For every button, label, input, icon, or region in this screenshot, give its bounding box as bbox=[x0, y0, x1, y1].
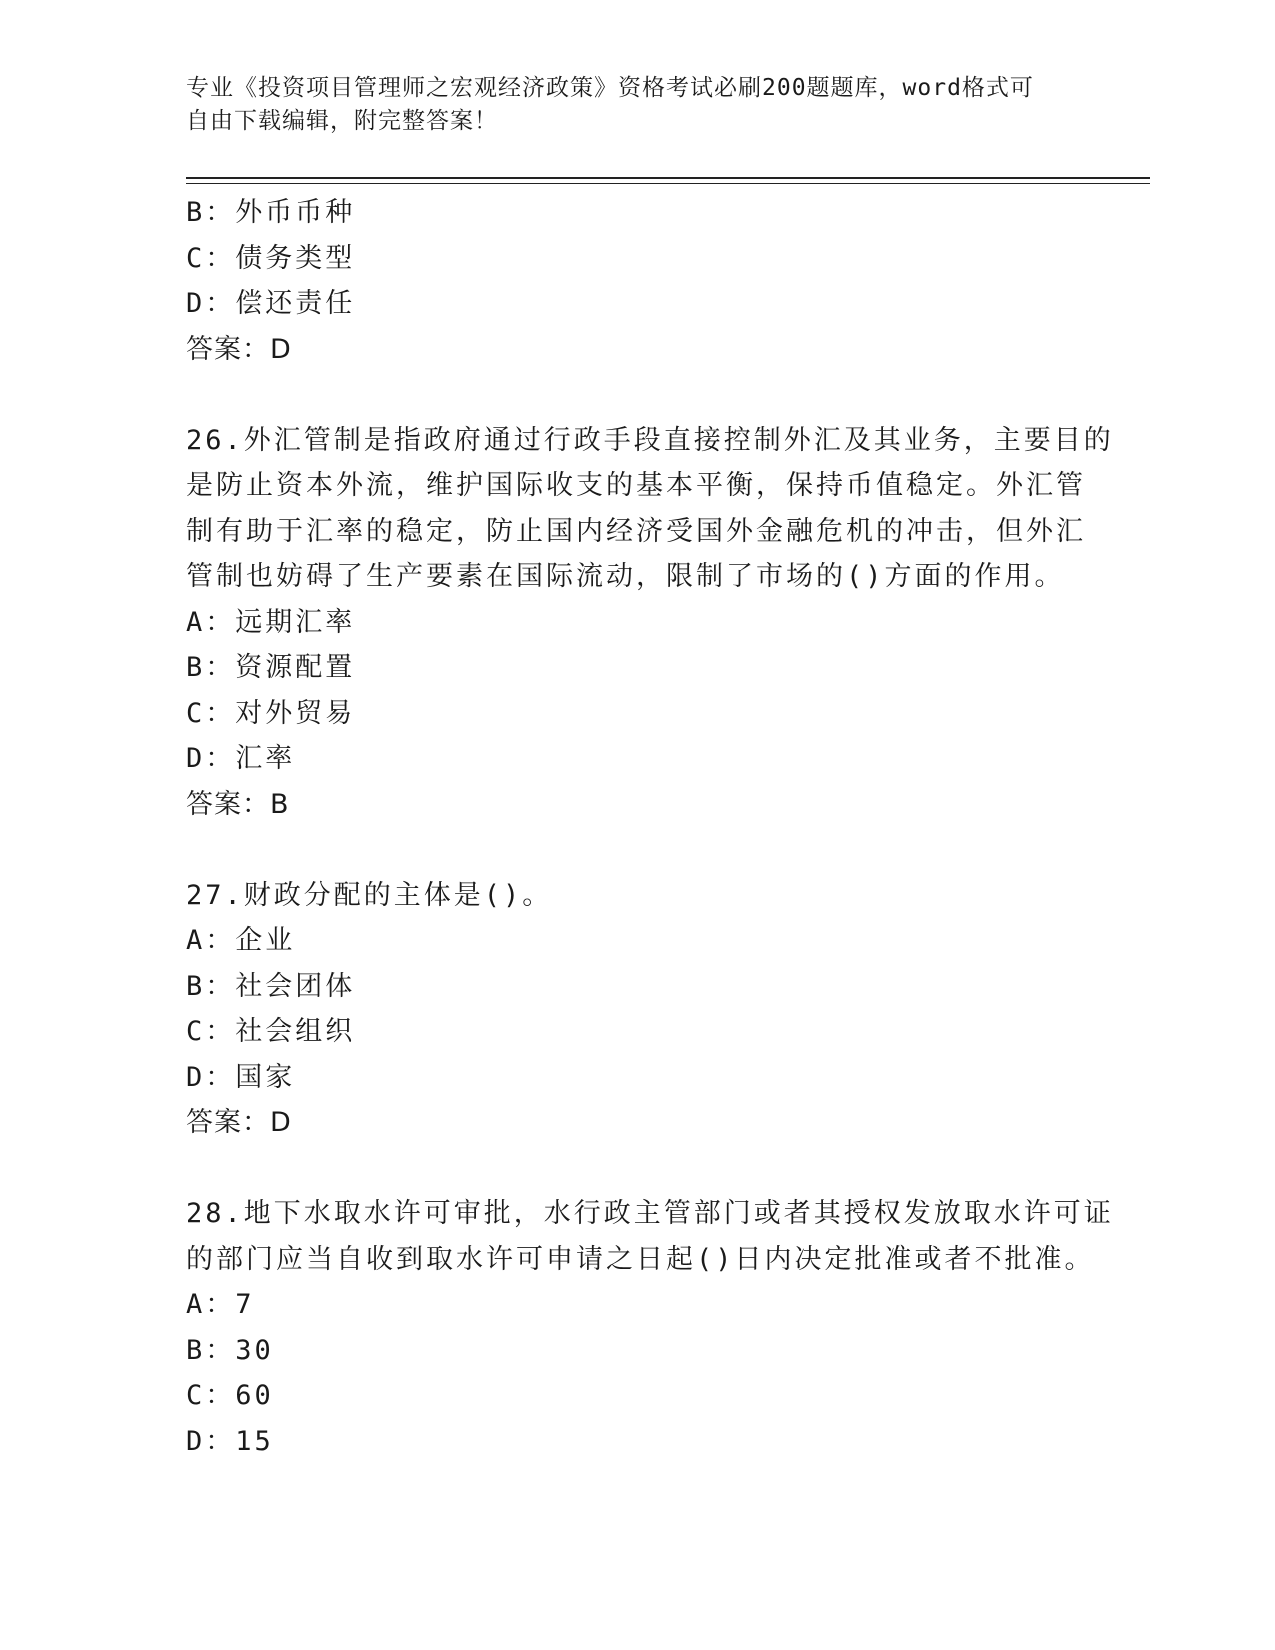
question-26 bbox=[186, 418, 1114, 828]
option-b: B：资源配置 bbox=[186, 652, 356, 683]
option-b: B：30 bbox=[186, 1334, 274, 1366]
header-line-1: 专业《投资项目管理师之宏观经济政策》资格考试必刷200题题库，word格式可 bbox=[186, 75, 1034, 101]
answer-line: 答案：D bbox=[186, 333, 292, 365]
spacer bbox=[186, 372, 1086, 418]
option-b: B：外币币种 bbox=[186, 197, 356, 228]
option-b: B：社会团体 bbox=[186, 970, 356, 1002]
option-a: A：远期汇率 bbox=[186, 606, 356, 638]
question-text-line: 制有助于汇率的稳定，防止国内经济受国外金融危机的冲击，但外汇 bbox=[186, 515, 1086, 547]
question-text-line: 26.外汇管制是指政府通过行政手段直接控制外汇及其业务，主要目的 bbox=[186, 424, 1114, 456]
option-d: D：偿还责任 bbox=[186, 288, 356, 319]
option-c: C：对外贸易 bbox=[186, 697, 356, 729]
question-27 bbox=[186, 873, 1086, 1146]
answer-line: 答案：D bbox=[186, 1107, 292, 1138]
spacer bbox=[186, 827, 1086, 873]
question-text-line: 的部门应当自收到取水许可申请之日起()日内决定批准或者不批准。 bbox=[186, 1243, 1095, 1275]
option-a: A：企业 bbox=[186, 925, 296, 956]
question-25-continued bbox=[186, 190, 1086, 372]
option-d: D：15 bbox=[186, 1425, 274, 1457]
option-c: C：60 bbox=[186, 1380, 274, 1411]
question-list bbox=[186, 190, 1114, 1464]
answer-line: 答案：B bbox=[186, 788, 290, 820]
question-text-line: 27.财政分配的主体是()。 bbox=[186, 879, 553, 911]
option-c: C：债务类型 bbox=[186, 242, 356, 274]
question-text-line: 28.地下水取水许可审批，水行政主管部门或者其授权发放取水许可证 bbox=[186, 1198, 1114, 1229]
header-divider bbox=[186, 177, 1150, 184]
header-line-2: 自由下载编辑，附完整答案！ bbox=[186, 108, 498, 134]
question-text-line: 是防止资本外流，维护国际收支的基本平衡，保持币值稳定。外汇管 bbox=[186, 470, 1086, 501]
option-d: D：国家 bbox=[186, 1061, 296, 1093]
option-c: C：社会组织 bbox=[186, 1016, 356, 1047]
question-28 bbox=[186, 1191, 1114, 1464]
option-a: A：7 bbox=[186, 1289, 255, 1320]
question-text-line: 管制也妨碍了生产要素在国际流动，限制了市场的()方面的作用。 bbox=[186, 561, 1065, 592]
option-d: D：汇率 bbox=[186, 743, 296, 774]
spacer bbox=[186, 1146, 1086, 1192]
document-header bbox=[186, 72, 1066, 138]
